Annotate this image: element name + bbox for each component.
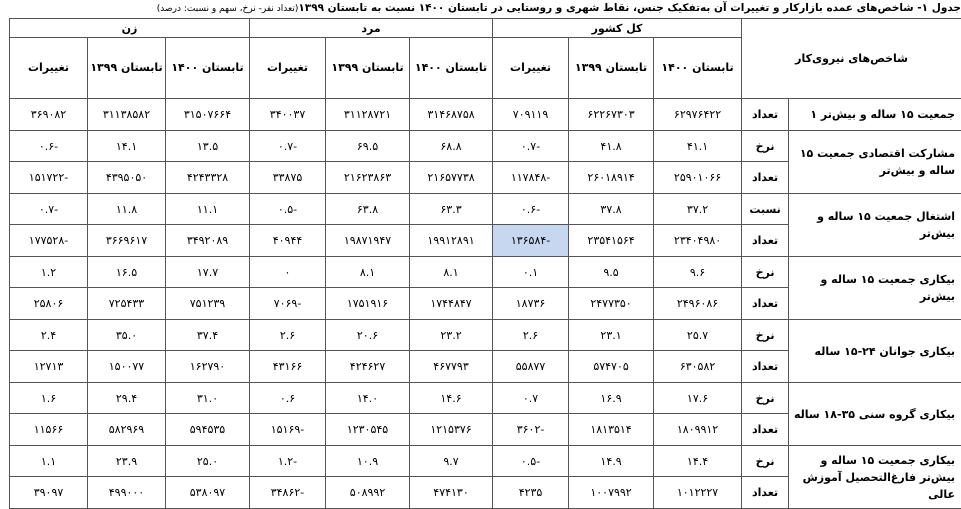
table-cell: ۸.۱ [326,257,410,288]
table-cell: ۳۱۱۲۸۷۲۱ [326,99,410,131]
table-row [10,131,961,162]
table-cell: ۳۱۵۰۷۶۶۴ [166,99,250,131]
row-indicator-label: بیکاری جمعیت ۱۵ ساله و بیش‌تر فارغ‌التحصیل آموزش عالی [789,446,961,509]
table-cell: ۵۰۸۹۹۲ [326,477,410,509]
header-indicator: شاخص‌های نیروی‌کار [742,19,961,99]
table-cell: ۲۶۰۱۸۹۱۴ [569,162,654,194]
row-unit: نرخ [742,383,789,414]
table-cell: ۱۵۰۰۷۷ [88,351,166,383]
table-cell: ۷۰۹۱۱۹ [493,99,569,131]
table-cell: ۱۶.۹ [569,383,654,414]
table-cell: ۴۲۴۶۲۷ [326,351,410,383]
header-period: تابستان ۱۳۹۹ [88,38,166,99]
table-cell: ۲۳۵۴۱۵۶۴ [569,225,654,257]
table-cell: ۹.۵ [569,257,654,288]
table-cell: ۲۳.۱ [569,320,654,351]
table-cell: ۵۹۴۵۳۵ [166,414,250,446]
table-row [10,99,961,131]
table-cell: ۶۲۹۷۶۴۲۲ [654,99,742,131]
table-cell: -۱.۲ [250,446,326,477]
table-cell: ۲.۶ [250,320,326,351]
row-unit: تعداد [742,162,789,194]
row-unit: نرخ [742,257,789,288]
table-cell: ۶۳.۳ [410,194,493,225]
header-group-male: مرد [250,19,493,38]
table-cell: ۶۸.۸ [410,131,493,162]
table-cell: ۲۵.۷ [654,320,742,351]
table-cell: -۰.۵ [250,194,326,225]
table-cell: ۹.۶ [654,257,742,288]
table-cell: ۱۶.۵ [88,257,166,288]
table-cell: ۱۱۵۶۶ [10,414,88,446]
table-cell: ۲۵۸۰۶ [10,288,88,320]
row-indicator-label: مشارکت اقتصادی جمعیت ۱۵ ساله و بیش‌تر [789,131,961,194]
row-unit: تعداد [742,351,789,383]
table-cell: ۳۴۹۲۰۸۹ [166,225,250,257]
table-cell: ۹.۷ [410,446,493,477]
table-cell: ۶۳۰۵۸۲ [654,351,742,383]
table-cell: ۲۱۶۲۳۸۶۳ [326,162,410,194]
row-indicator-label: اشتغال جمعیت ۱۵ ساله و بیش‌تر [789,194,961,257]
table-cell: ۴۳۹۵۰۵۰ [88,162,166,194]
labor-market-table [9,18,961,509]
table-cell: ۳۴۰۰۳۷ [250,99,326,131]
table-cell: ۳۷.۸ [569,194,654,225]
caption-title: جدول ۱- شاخص‌های عمده بازارکار و تغییرات آن به‌تفکیک جنس، نقاط شهری و روستایی در تابستان ۱۴۰۰ نسبت به تابستان ۱۳۹۹ [298,2,961,14]
table-cell: ۱۶۲۷۹۰ [166,351,250,383]
header-period: تابستان ۱۴۰۰ [166,38,250,99]
table-cell: ۰ [250,257,326,288]
table-cell: ۲۹.۴ [88,383,166,414]
table-cell: ۴۶۷۷۹۳ [410,351,493,383]
table-row [10,446,961,477]
table-cell: ۷۵۱۲۳۹ [166,288,250,320]
table-cell: ۳۶۹۰۸۲ [10,99,88,131]
table-cell: ۵۵۸۷۷ [493,351,569,383]
table-cell: ۲۵.۰ [166,446,250,477]
row-unit: نرخ [742,446,789,477]
table-cell: -۱۷۷۵۲۸ [10,225,88,257]
table-cell: -۱۱۷۸۴۸ [493,162,569,194]
row-unit: تعداد [742,414,789,446]
row-indicator-label: جمعیت ۱۵ ساله و بیش‌تر ۱ [789,99,961,131]
table-cell: ۳۳۸۷۵ [250,162,326,194]
header-period: تغییرات [250,38,326,99]
row-unit: نرخ [742,131,789,162]
table-body [10,99,961,509]
table-cell: ۱۸۰۹۹۱۲ [654,414,742,446]
table-cell: -۷۰۶۹ [250,288,326,320]
table-cell: ۱۱.۱ [166,194,250,225]
table-cell: ۱.۶ [10,383,88,414]
header-group-total: کل کشور [493,19,742,38]
row-unit: نسبت [742,194,789,225]
table-cell: ۶۳.۸ [326,194,410,225]
table-cell: ۳۷.۲ [654,194,742,225]
table-caption [0,0,961,18]
header-period: تابستان ۱۳۹۹ [326,38,410,99]
table-cell: ۱۷۴۴۸۴۷ [410,288,493,320]
table-cell: ۱۴.۰ [326,383,410,414]
table-cell: ۱۴.۶ [410,383,493,414]
table-cell: ۴۳۱۶۶ [250,351,326,383]
table-cell: ۵۷۴۷۰۵ [569,351,654,383]
row-unit: تعداد [742,477,789,509]
table-cell: -۰.۵ [493,446,569,477]
table-cell: ۲۳۴۰۴۹۸۰ [654,225,742,257]
table-cell: ۷۲۵۴۳۳ [88,288,166,320]
table-row [10,257,961,288]
row-unit: نرخ [742,320,789,351]
table-cell: -۰.۶ [10,131,88,162]
header-period: تابستان ۱۴۰۰ [410,38,493,99]
table-row [10,194,961,225]
header-period: تابستان ۱۴۰۰ [654,38,742,99]
row-unit: تعداد [742,99,789,131]
table-cell: ۳۹۰۹۷ [10,477,88,509]
header-period: تابستان ۱۳۹۹ [569,38,654,99]
table-cell: ۱۷۵۱۹۱۶ [326,288,410,320]
table-cell: ۴۹۹۰۰۰ [88,477,166,509]
table-cell: ۱۲۱۵۳۷۶ [410,414,493,446]
row-indicator-label: بیکاری جوانان ۲۴-۱۵ ساله [789,320,961,383]
table-cell: ۵۸۲۹۶۹ [88,414,166,446]
header-row-groups [10,19,961,38]
table-cell: ۵۳۸۰۹۷ [166,477,250,509]
table-cell: ۲.۶ [493,320,569,351]
table-cell: ۱۰.۹ [326,446,410,477]
table-cell: ۲۴۷۷۳۵۰ [569,288,654,320]
table-cell: ۱۰۱۲۲۲۷ [654,477,742,509]
table-cell: ۴۷۴۱۳۰ [410,477,493,509]
table-cell: ۱۹۹۱۲۸۹۱ [410,225,493,257]
table-cell: ۱۹۸۷۱۹۴۷ [326,225,410,257]
header-period: تغییرات [493,38,569,99]
table-cell: ۱۴.۱ [88,131,166,162]
table-cell: ۱۸۷۳۶ [493,288,569,320]
table-cell: ۱۴.۴ [654,446,742,477]
table-cell: -۰.۷ [493,131,569,162]
table-cell: ۳۱.۰ [166,383,250,414]
table-cell: ۶۲۲۶۷۳۰۳ [569,99,654,131]
table-cell: ۱.۲ [10,257,88,288]
table-cell: -۱۵۱۶۹ [250,414,326,446]
table-row [10,383,961,414]
table-cell: ۰.۷ [493,383,569,414]
table-cell: ۴۱.۱ [654,131,742,162]
table-cell: ۲۵۹۰۱۰۶۶ [654,162,742,194]
table-cell: ۱۲۷۱۳ [10,351,88,383]
table-cell: ۱۴.۹ [569,446,654,477]
table-cell: ۳۱۴۶۸۷۵۸ [410,99,493,131]
table-cell: ۴۲۴۳۳۲۸ [166,162,250,194]
header-group-female: زن [10,19,250,38]
table-cell: ۴۲۳۵ [493,477,569,509]
table-row [10,320,961,351]
table-cell: ۱۸۱۳۵۱۴ [569,414,654,446]
table-cell: -۰.۷ [250,131,326,162]
row-unit: تعداد [742,225,789,257]
caption-note: (تعداد نفر- نرخ، سهم و نسبت: درصد) [157,4,299,14]
table-cell: ۳۵.۰ [88,320,166,351]
table-cell-selected: -۱۳۶۵۸۴ [493,225,569,257]
table-cell: ۱۳.۵ [166,131,250,162]
table-cell: -۰.۷ [10,194,88,225]
table-cell: ۰.۱ [493,257,569,288]
header-period: تغییرات [10,38,88,99]
row-indicator-label: بیکاری جمعیت ۱۵ ساله و بیش‌تر [789,257,961,320]
table-cell: ۱۱.۸ [88,194,166,225]
table-cell: ۲۳.۹ [88,446,166,477]
table-cell: -۰.۶ [493,194,569,225]
table-cell: ۱.۱ [10,446,88,477]
table-cell: ۲۱۶۵۷۷۳۸ [410,162,493,194]
table-cell: ۱۰۰۷۹۹۲ [569,477,654,509]
table-cell: ۱۷.۶ [654,383,742,414]
table-cell: ۴۱.۸ [569,131,654,162]
table-cell: ۳۷.۴ [166,320,250,351]
table-cell: -۳۴۸۶۲ [250,477,326,509]
table-cell: ۶۹.۵ [326,131,410,162]
table-cell: ۰.۶ [250,383,326,414]
table-cell: ۲۳.۲ [410,320,493,351]
table-cell: ۳۶۶۹۶۱۷ [88,225,166,257]
row-unit: تعداد [742,288,789,320]
table-cell: ۱۷.۷ [166,257,250,288]
table-cell: ۲۴۹۶۰۸۶ [654,288,742,320]
row-indicator-label: بیکاری گروه سنی ۳۵-۱۸ ساله [789,383,961,446]
table-cell: ۲۰.۶ [326,320,410,351]
table-cell: -۱۵۱۷۲۲ [10,162,88,194]
table-cell: ۲.۴ [10,320,88,351]
table-cell: ۴۰۹۴۴ [250,225,326,257]
table-cell: ۳۱۱۳۸۵۸۲ [88,99,166,131]
table-cell: -۳۶۰۲ [493,414,569,446]
table-cell: ۸.۱ [410,257,493,288]
table-cell: ۱۲۳۰۵۴۵ [326,414,410,446]
